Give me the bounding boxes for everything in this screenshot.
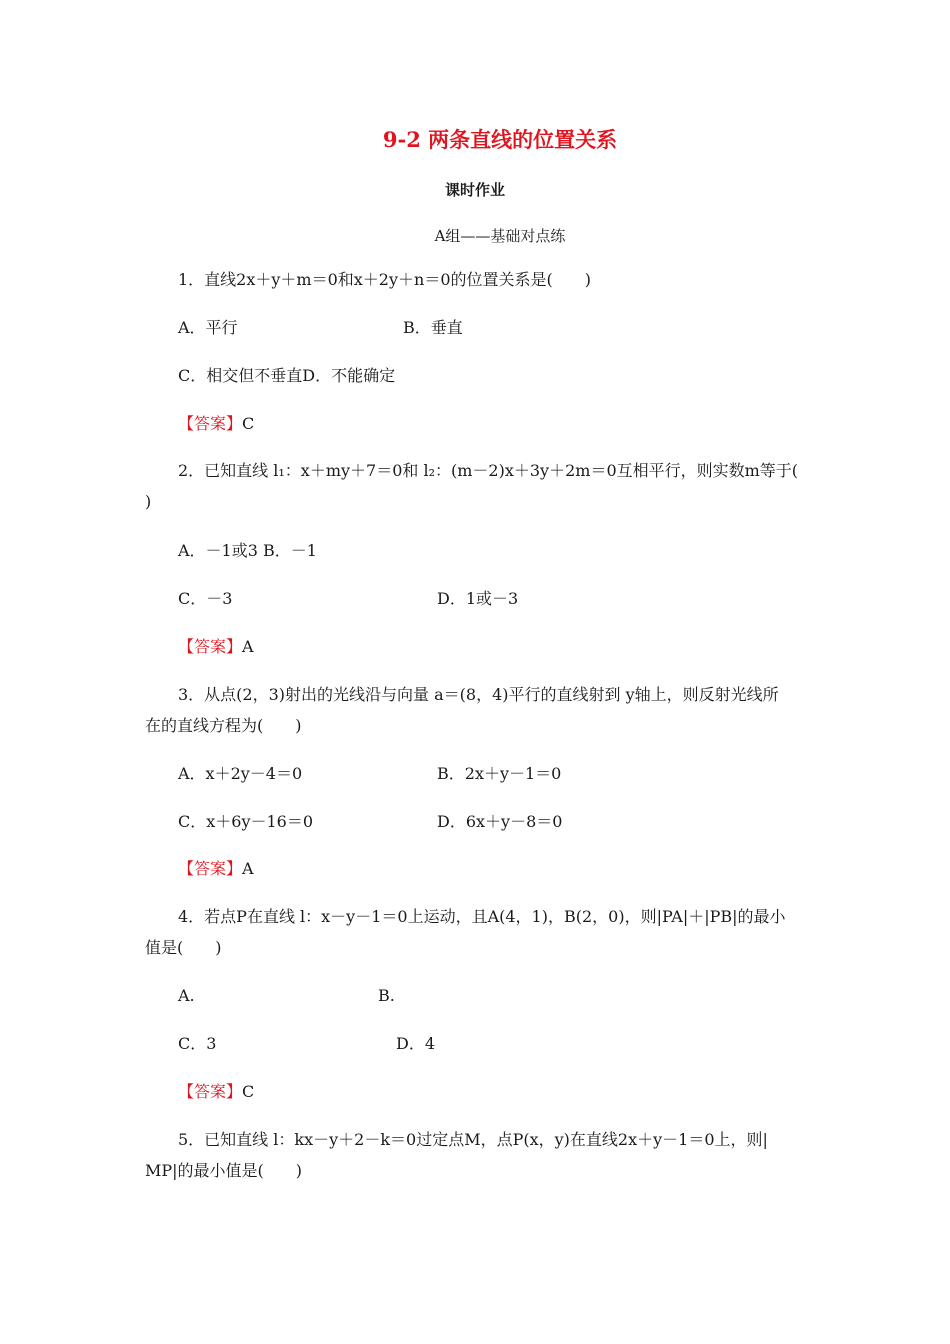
q2-option-d: D．1或－3 [437,589,519,608]
q4-answer-value: C [242,1082,255,1101]
q3-option-c: C．x＋6y－16＝0 [178,812,314,831]
q4-option-a: A. [178,986,195,1005]
q1-option-a: A．平行 [178,318,238,337]
section-subtitle: 课时作业 [444,181,505,199]
q2-answer-value: A [242,637,254,656]
q2-stem-line1: 2．已知直线 l₁：x＋my＋7＝0和 l₂：(m－2)x＋3y＋2m＝0互相平行，则实数m等于( [178,461,799,480]
q3-answer [178,859,254,879]
q2-option-ab: A．－1或3 B．－1 [178,541,317,560]
answer-label: 【答案】 [178,637,243,656]
q4-answer [178,1082,254,1102]
q3-answer-value: A [242,859,254,878]
q4-option-d: D．4 [396,1034,436,1053]
q1-answer-value: C [242,414,255,433]
q3-option-d: D．6x＋y－8＝0 [437,812,563,831]
q2-answer [178,637,254,657]
q3-option-a: A．x＋2y－4＝0 [178,764,303,783]
q4-stem-line2: 值是( ) [145,938,222,957]
q1-stem: 1．直线2x＋y＋m＝0和x＋2y＋n＝0的位置关系是( ) [178,270,591,289]
q4-stem-line1: 4．若点P在直线 l：x－y－1＝0上运动，且A(4，1)，B(2，0)，则|PA|＋|PB|的最小 [178,907,786,926]
q3-stem-line2: 在的直线方程为( ) [145,716,302,735]
group-heading: A组——基础对点练 [434,227,566,245]
q4-option-c: C．3 [178,1034,217,1053]
q2-stem-line2: ) [145,492,152,511]
answer-label: 【答案】 [178,1082,243,1101]
q2-option-c: C．－3 [178,589,233,608]
answer-label: 【答案】 [178,859,243,878]
q3-stem-line1: 3．从点(2，3)射出的光线沿与向量 a＝(8，4)平行的直线射到 y轴上，则反射光线所 [178,685,779,704]
answer-label: 【答案】 [178,414,243,433]
q4-option-b: B. [378,986,395,1005]
q1-answer [178,414,254,434]
page-title: 9-2 两条直线的位置关系 [382,127,618,152]
q1-option-b: B．垂直 [403,318,463,337]
q3-option-b: B．2x＋y－1＝0 [437,764,562,783]
q5-stem-line1: 5．已知直线 l：kx－y＋2－k＝0过定点M，点P(x，y)在直线2x＋y－1＝0上，则| [178,1130,768,1149]
q5-stem-line2: MP|的最小值是( ) [145,1161,303,1180]
q1-option-cd: C．相交但不垂直D．不能确定 [178,366,396,385]
